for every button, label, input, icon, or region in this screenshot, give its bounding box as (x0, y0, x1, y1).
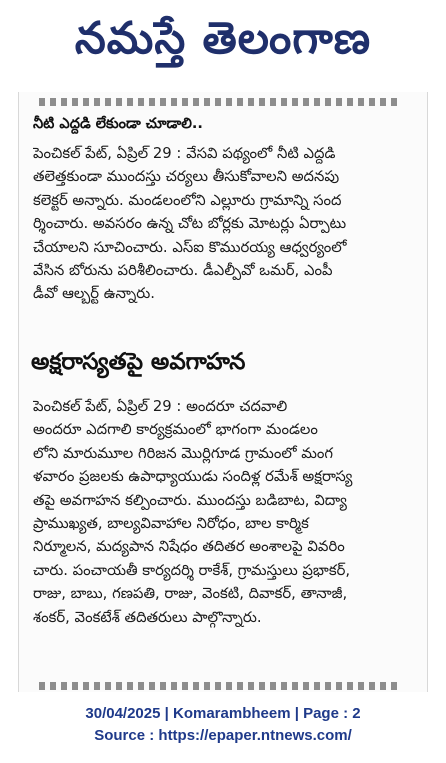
article-paragraph-2 (33, 395, 417, 629)
paragraph-line: నిర్మూలన, మద్యపాన నిషేధం తదితర అంశాలపై వివరిం (33, 538, 345, 556)
article-subheading: నీటి ఎద్దడి లేకుండా చూడాలి.. (33, 116, 203, 132)
paragraph-line: లోని మారుమూల గిరిజన మొర్లిగూడ గ్రామంలో మంగ (33, 444, 334, 462)
paragraph-line: వేసిన బోరును పరిశీలించారు. డీఎల్పీవో ఒమర్, ఎంపీ (33, 262, 333, 280)
paragraph-line: చేయాలని సూచించారు. ఎస్ఐ కొమురయ్య ఆధ్వర్యంలో (33, 238, 347, 256)
edition-info: 30/04/2025 | Komarambheem | Page : 2 (85, 705, 361, 722)
paragraph-line: పెంచికల్ పేట్, ఏప్రిల్ 29 : అందరూ చదవాలి (33, 398, 288, 415)
paragraph-line: ళవారం ప్రజలకు ఉపాధ్యాయుడు సందిళ్ల రమేశ్ అక్షరాస్య (33, 468, 353, 486)
paragraph-line: డీవో ఆల్బర్ట్ ఉన్నారు. (33, 285, 155, 303)
article-paragraph-1 (33, 142, 417, 306)
paragraph-line: తలెత్తకుండా ముందస్తు చర్యలు తీసుకోవాలని అదనపు (33, 168, 340, 186)
paragraph-line: కలెక్టర్ అన్నారు. మండలంలోని ఎల్లూరు గ్రామాన్ని సంద (33, 191, 342, 209)
paragraph-line: శంకర్, వెంకటేశ్ తదితరులు పాల్గొన్నారు. (33, 608, 262, 626)
paragraph-line: అందరూ ఎదగాలి కార్యక్రమంలో భాగంగా మండలం (33, 421, 318, 439)
masthead-title: నమస్తే తెలంగాణ (74, 13, 372, 64)
paragraph-line: రాజు, బాబు, గణపతి, రాజు, వెంకటి, దివాకర్, తానాజీ, (33, 585, 348, 603)
paragraph-line: తపై అవగాహన కల్పించారు. ముందస్తు బడిబాట, విద్యా (33, 491, 347, 509)
clipped-text-bottom (39, 682, 399, 690)
paragraph-line: ర్శించారు. అవసరం ఉన్న చోట బోర్లకు మోటర్లు ఏర్పాటు (33, 215, 347, 233)
paragraph-line: పెంచికల్ పేట్, ఏప్రిల్ 29 : వేసవి పథ్యంలో నీటి ఎద్దడి (33, 145, 336, 162)
news-clipping (18, 92, 428, 692)
source-link[interactable]: Source : https://epaper.ntnews.com/ (94, 727, 352, 744)
paragraph-line: చారు. పంచాయతీ కార్యదర్శి రాకేశ్, గ్రామస్తులు ప్రభాకర్, (33, 561, 351, 579)
article-headline: అక్షరాస్యతపై అవగాహన (31, 349, 246, 375)
paragraph-line: ప్రాముఖ్యత, బాల్యవివాహాల నిరోధం, బాల కార్మిక (33, 515, 309, 533)
clipped-text-top (39, 98, 399, 106)
newspaper-masthead (0, 0, 446, 88)
